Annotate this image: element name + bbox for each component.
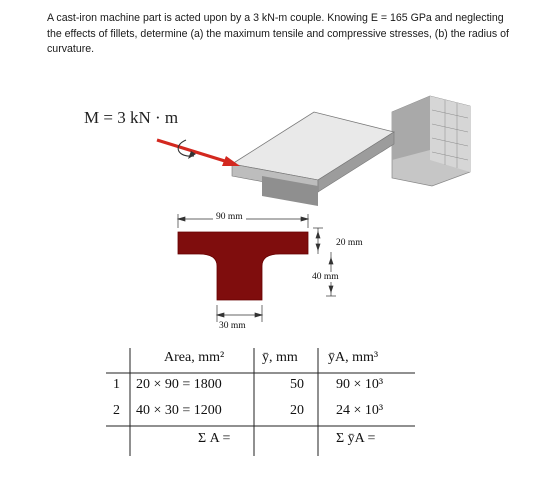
table-header-area: Area, mm² <box>164 350 225 365</box>
dim-depth: 40 mm <box>312 272 339 282</box>
table-header-ya: ȳA, mm³ <box>328 350 379 365</box>
dim-width-top: 90 mm <box>213 212 246 222</box>
moment-label: M = 3 kN · m <box>84 108 179 127</box>
table-row-2-index: 2 <box>113 403 120 418</box>
dim-flange-thickness: 20 mm <box>336 238 363 248</box>
table-row-2-ybar: 20 <box>290 403 304 418</box>
table-sum-ya: Σ ȳA = <box>336 431 376 446</box>
table-header-ybar: ȳ, mm <box>262 350 298 365</box>
table-sum-area: Σ A = <box>198 431 231 446</box>
table-row-1-ybar: 50 <box>290 377 304 392</box>
table-row-1-area: 20 × 90 = 1800 <box>136 377 222 392</box>
table-row-2-ya: 24 × 10³ <box>336 403 384 418</box>
dim-web-width: 30 mm <box>219 321 246 331</box>
table-row-1-index: 1 <box>113 377 120 392</box>
problem-statement: A cast-iron machine part is acted upon by a 3 kN-m couple. Knowing E = 165 GPa and neglecting the effects of fillets, determine (a) the maximum tensile and compressive stresses, (b) the radius of curvature. <box>47 12 510 55</box>
table-row-1-ya: 90 × 10³ <box>336 377 384 392</box>
table-row-2-area: 40 × 30 = 1200 <box>136 403 222 418</box>
